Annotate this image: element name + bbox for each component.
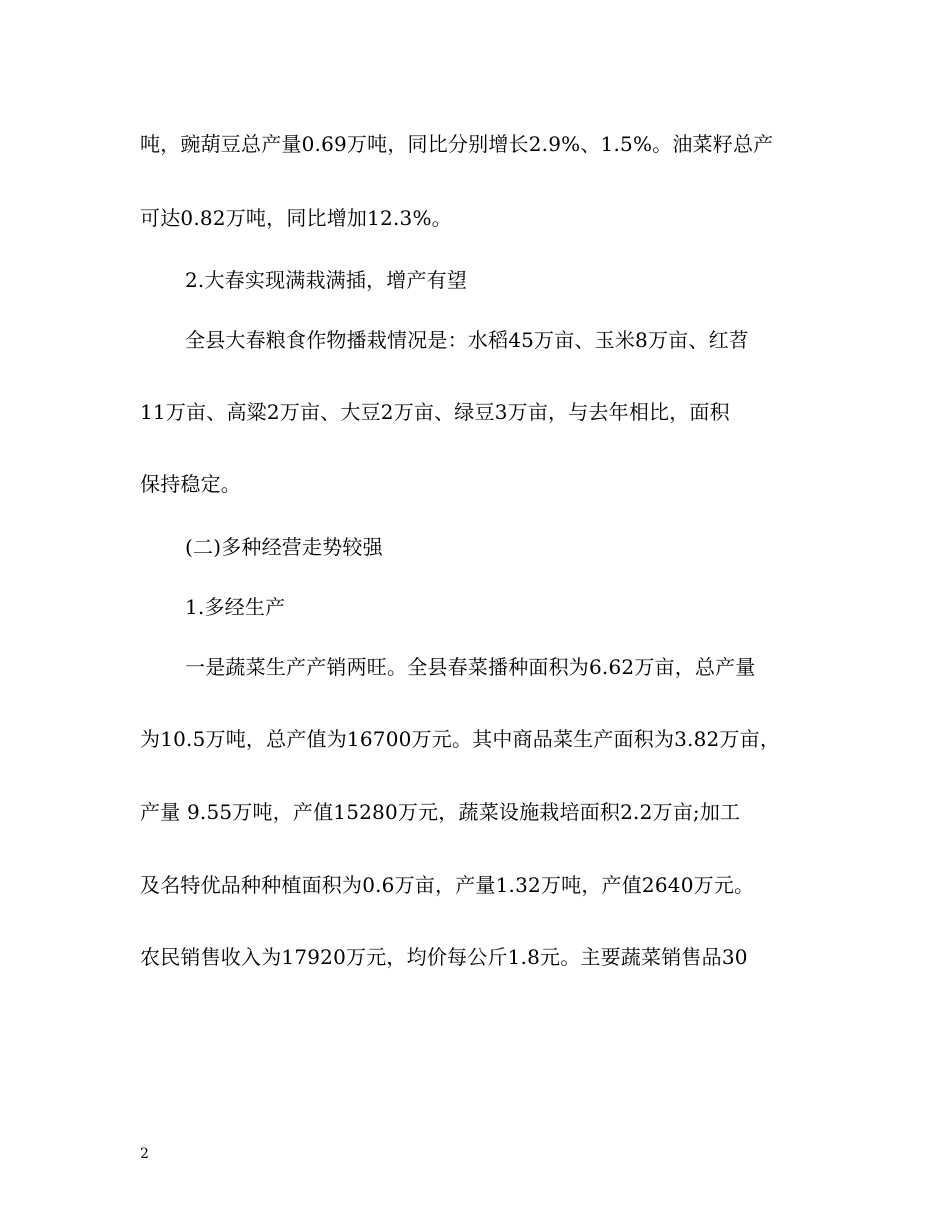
text-line: 保持稳定。	[140, 472, 241, 496]
text-line: 为10.5万吨，总产值为16700万元。其中商品菜生产面积为3.82万亩，	[140, 727, 781, 751]
text-line: 产量 9.55万吨，产值15280万元，蔬菜设施栽培面积2.2万亩;加工	[140, 800, 741, 824]
text-line: 全县大春粮食作物播栽情况是：水稻45万亩、玉米8万亩、红苕	[185, 328, 749, 352]
text-line: 可达0.82万吨，同比增加12.3%。	[140, 206, 452, 230]
section-heading: 2.大春实现满栽满插，增产有望	[185, 268, 468, 292]
text-line: 及名特优品种种植面积为0.6万亩，产量1.32万吨，产值2640万元。	[140, 873, 755, 897]
page-number: 2	[140, 1146, 149, 1162]
section-heading: (二)多种经营走势较强	[185, 535, 383, 559]
section-heading: 1.多经生产	[185, 595, 286, 619]
text-line: 一是蔬菜生产产销两旺。全县春菜播种面积为6.62万亩，总产量	[185, 655, 756, 679]
text-line: 11万亩、高粱2万亩、大豆2万亩、绿豆3万亩，与去年相比，面积	[140, 400, 730, 424]
text-line: 吨，豌葫豆总产量0.69万吨，同比分别增长2.9%、1.5%。油菜籽总产	[140, 132, 774, 156]
text-line: 农民销售收入为17920万元，均价每公斤1.8元。主要蔬菜销售品30	[140, 945, 748, 969]
